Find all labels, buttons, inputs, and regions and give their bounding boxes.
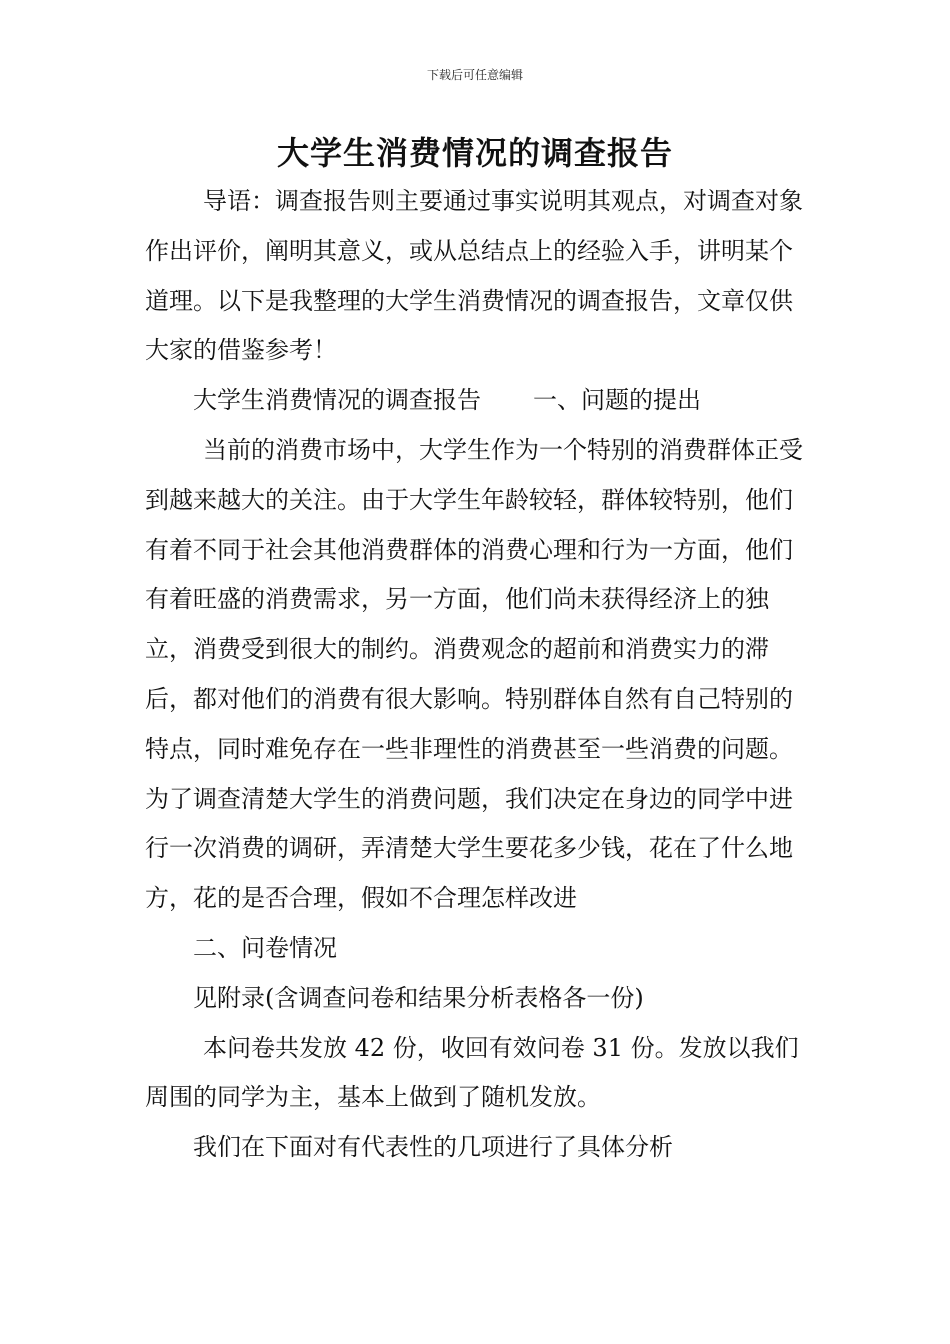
document-title: 大学生消费情况的调查报告 [276, 134, 673, 172]
document-body [145, 177, 807, 1173]
report-subtitle: 大学生消费情况的调查报告 [193, 386, 481, 415]
analysis-intro: 我们在下面对有代表性的几项进行了具体分析 [193, 1133, 673, 1162]
section2-heading: 二、问卷情况 [193, 933, 337, 962]
section1-paragraph: 当前的消费市场中，大学生作为一个特别的消费群体正受到越来越大的关注。由于大学生年龄较轻，群体较特别，他们有着不同于社会其他消费群体的消费心理和行为一方面，他们有着旺盛的消费需求，另一方面，他们尚未获得经济上的独立，消费受到很大的制约。消费观念的超前和消费实力的滞后，都对他们的消费有很大影响。特别群体自然有自己特别的特点，同时难免存在一些非理性的消费甚至一些消费的问题。为了调查清楚大学生的消费问题，我们决定在身边的同学中进行一次消费的调研，弄清楚大学生要花多少钱，花在了什么地方，花的是否合理，假如不合理怎样改进 [145, 435, 803, 913]
appendix-note: 见附录(含调查问卷和结果分析表格各一份) [193, 983, 644, 1012]
intro-paragraph: 导语：调查报告则主要通过事实说明其观点，对调查对象作出评价，阐明其意义，或从总结点上的经验入手，讲明某个道理。以下是我整理的大学生消费情况的调查报告，文章仅供大家的借鉴参考！ [145, 187, 803, 365]
subtitle-line [145, 376, 807, 426]
survey-stats-paragraph: 本问卷共发放 42 份，收回有效问卷 31 份。发放以我们周围的同学为主，基本上做到了随机发放。 [145, 1033, 799, 1112]
section1-heading: 一、问题的提出 [533, 386, 701, 415]
page-header-note: 下载后可任意编辑 [426, 68, 523, 82]
